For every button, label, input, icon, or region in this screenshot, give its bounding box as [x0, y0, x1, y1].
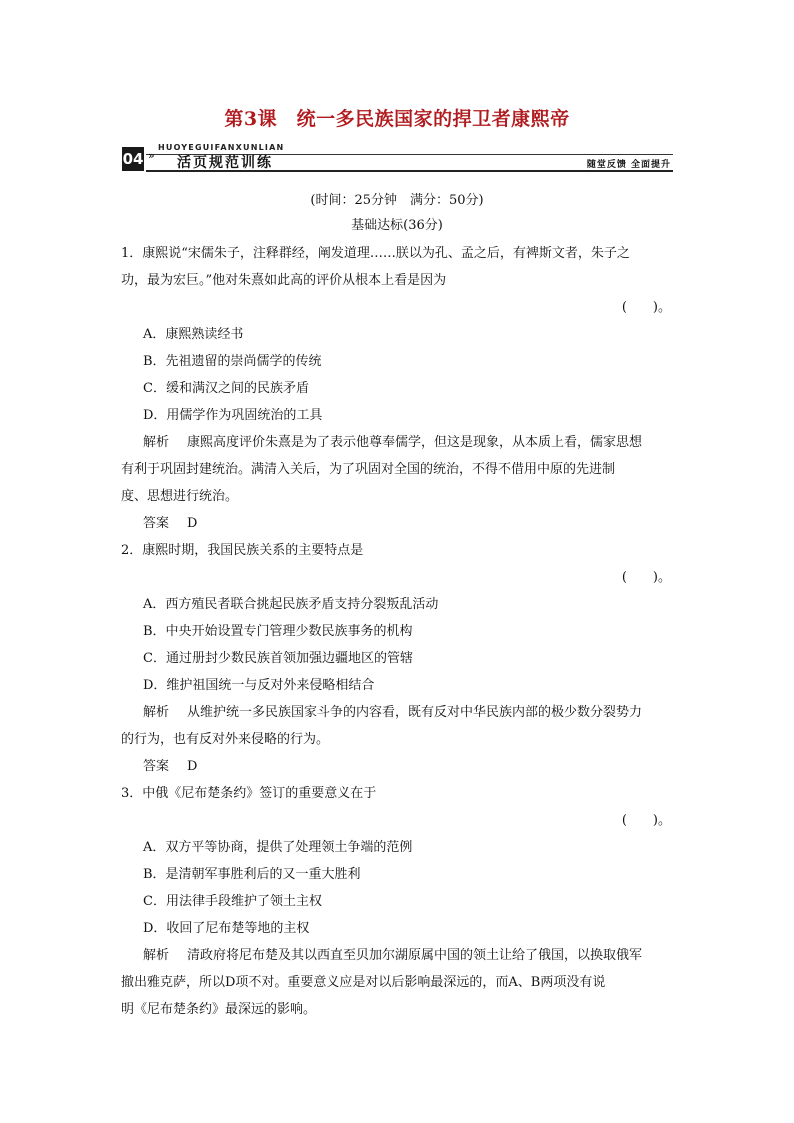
answer-blank: ( )。: [621, 813, 671, 828]
explanation-label: 解析: [143, 705, 170, 720]
question-stem: 2．康熙时期，我国民族关系的主要特点是: [121, 543, 364, 558]
answer: [121, 753, 677, 780]
explanation-line: 度、思想进行统治。: [121, 489, 239, 504]
answer-label: 答案: [143, 759, 170, 774]
option-a: A．西方殖民者联合挑起民族矛盾支持分裂叛乱活动: [143, 597, 439, 612]
answer-blank: ( )。: [621, 570, 671, 585]
explanation-text: 清政府将尼布楚及其以西直至贝加尔湖原属中国的领土让给了俄国，以换取俄军: [187, 948, 643, 963]
explanation-line: 的行为，也有反对外来侵略的行为。: [121, 732, 330, 747]
lesson-title: 第3课 统一多民族国家的捍卫者康熙帝: [224, 108, 570, 130]
question-stem: 3．中俄《尼布楚条约》签订的重要意义在于: [121, 786, 377, 801]
explanation: [121, 429, 677, 456]
answer-value: D: [187, 516, 198, 531]
explanation-line: 撤出雅克萨，所以D项不对。重要意义应是对以后影响最深远的，而A、B两项没有说: [121, 975, 606, 990]
option-c: C．通过册封少数民族首领加强边疆地区的管辖: [143, 651, 413, 666]
option-c: C．用法律手段维护了领土主权: [143, 894, 322, 909]
banner-slogan: 随堂反馈 全面提升: [586, 160, 671, 170]
option-d: D．收回了尼布楚等地的主权: [143, 921, 310, 936]
explanation-label: 解析: [143, 948, 170, 963]
explanation-line: 有利于巩固封建统治。满清入关后，为了巩固对全国的统治，不得不借用中原的先进制: [121, 462, 616, 477]
banner-pinyin: HUOYEGUIFANXUNLIAN: [158, 143, 285, 152]
answer-value: D: [187, 759, 198, 774]
explanation-line: 明《尼布楚条约》最深远的影响。: [121, 1002, 317, 1017]
explanation: [121, 942, 677, 969]
answer-label: 答案: [143, 516, 170, 531]
answer-blank: ( )。: [621, 300, 671, 315]
banner-number: 04: [122, 147, 144, 171]
section-banner: [122, 143, 673, 173]
explanation-text: 从维护统一多民族国家斗争的内容看，既有反对中华民族内部的极少数分裂势力: [187, 705, 643, 720]
explanation-label: 解析: [143, 435, 170, 450]
explanation-text: 康熙高度评价朱熹是为了表示他尊奉儒学，但这是现象，从本质上看，儒家思想: [187, 435, 643, 450]
banner-label: 活页规范训练: [177, 155, 273, 171]
section-heading: 基础达标(36分): [351, 218, 443, 233]
option-d: D．用儒学作为巩固统治的工具: [143, 408, 323, 423]
option-d: D．维护祖国统一与反对外来侵略相结合: [143, 678, 375, 693]
option-b: B．是清朝军事胜利后的又一重大胜利: [143, 867, 361, 882]
questions-body: [121, 240, 677, 1023]
option-a: A．双方平等协商，提供了处理领土争端的范例: [143, 840, 413, 855]
option-b: B．先祖遗留的崇尚儒学的传统: [143, 354, 322, 369]
time-score-info: (时间：25分钟 满分：50分): [310, 193, 484, 208]
double-arrow-icon: »: [148, 149, 155, 162]
option-b: B．中央开始设置专门管理少数民族事务的机构: [143, 624, 413, 639]
option-a: A．康熙熟读经书: [143, 327, 244, 342]
question-stem: 1．康熙说“宋儒朱子，注释群经，阐发道理……朕以为孔、孟之后，有裨斯文者，朱子之: [121, 246, 630, 261]
answer: [121, 510, 677, 537]
option-c: C．缓和满汉之间的民族矛盾: [143, 381, 309, 396]
explanation: [121, 699, 677, 726]
question-stem-cont: 功，最为宏巨。”他对朱熹如此高的评价从根本上看是因为: [121, 273, 447, 288]
